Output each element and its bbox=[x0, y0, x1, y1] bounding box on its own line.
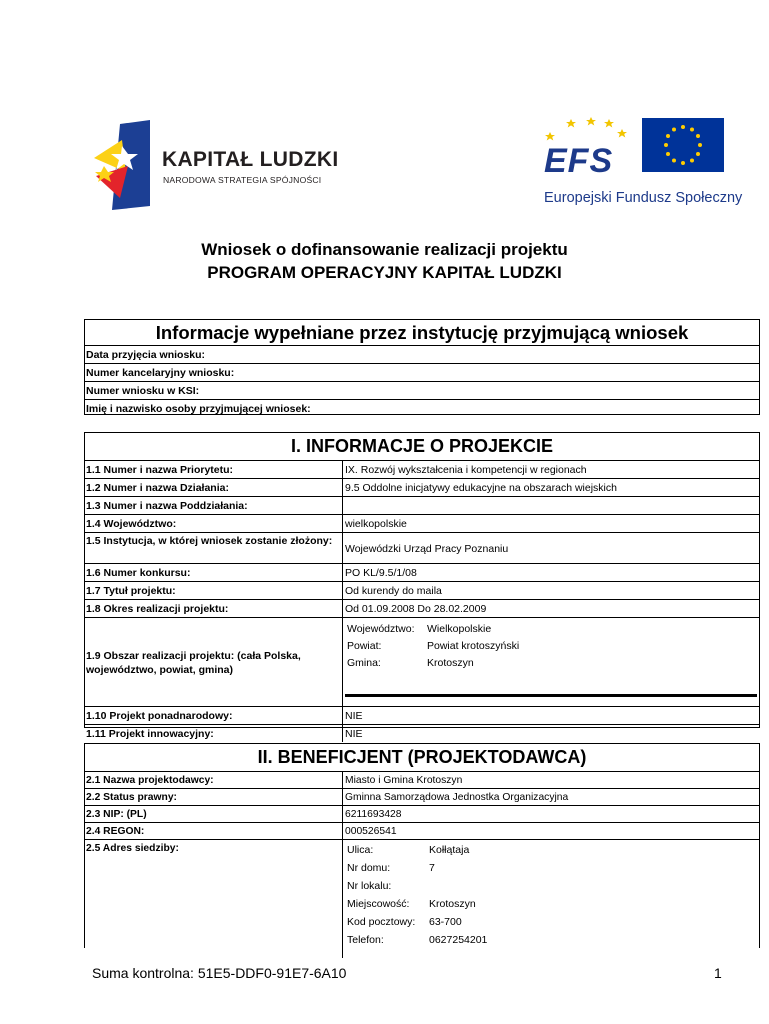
field-label: 1.5 Instytucja, w której wniosek zostanie złożony: bbox=[86, 535, 333, 547]
efs-emblem-icon bbox=[540, 114, 730, 184]
address-key: Nr lokalu: bbox=[347, 880, 392, 892]
field-label: 1.8 Okres realizacji projektu: bbox=[86, 603, 229, 615]
address-key: Kod pocztowy: bbox=[347, 916, 416, 928]
table-row bbox=[85, 789, 759, 806]
area-value: Powiat krotoszyński bbox=[427, 640, 520, 652]
table-row bbox=[85, 600, 759, 618]
table-row bbox=[85, 707, 759, 725]
kapital-ludzki-name: KAPITAŁ LUDZKI bbox=[162, 148, 339, 171]
table-row bbox=[85, 823, 759, 840]
beneficiary-heading: II. BENEFICJENT (PROJEKTODAWCA) bbox=[85, 744, 759, 772]
institution-row-label: Imię i nazwisko osoby przyjmującej wniosek: bbox=[86, 403, 311, 415]
address-value: 0627254201 bbox=[429, 934, 488, 946]
field-label: 2.1 Nazwa projektodawcy: bbox=[86, 775, 214, 786]
area-values bbox=[342, 618, 759, 706]
address-values bbox=[342, 840, 759, 958]
field-label: 1.4 Województwo: bbox=[86, 518, 177, 530]
area-item bbox=[345, 621, 757, 638]
area-key: Gmina: bbox=[347, 657, 381, 669]
field-label: 1.10 Projekt ponadnarodowy: bbox=[86, 710, 233, 722]
area-item bbox=[345, 638, 757, 655]
area-value: Wielkopolskie bbox=[427, 623, 492, 635]
address-key: Nr domu: bbox=[347, 862, 391, 874]
table-row bbox=[85, 533, 759, 564]
field-value: Od 01.09.2008 Do 28.02.2009 bbox=[342, 600, 759, 617]
kapital-ludzki-emblem-icon bbox=[92, 118, 154, 210]
field-label: 2.4 REGON: bbox=[86, 826, 145, 837]
field-value: Miasto i Gmina Krotoszyn bbox=[342, 772, 759, 788]
document-subtitle: PROGRAM OPERACYJNY KAPITAŁ LUDZKI bbox=[207, 263, 562, 282]
field-value bbox=[342, 497, 759, 514]
table-row bbox=[85, 515, 759, 533]
field-value: PO KL/9.5/1/08 bbox=[342, 564, 759, 581]
field-value: 6211693428 bbox=[342, 806, 759, 822]
field-value: Od kurendy do maila bbox=[342, 582, 759, 599]
area-key: Powiat: bbox=[347, 640, 382, 652]
field-value: NIE bbox=[342, 707, 759, 724]
institution-section bbox=[84, 319, 760, 415]
field-label: 1.3 Numer i nazwa Poddziałania: bbox=[86, 500, 248, 512]
address-value: Krotoszyn bbox=[429, 898, 476, 910]
document-title bbox=[0, 240, 769, 260]
address-item bbox=[345, 877, 757, 895]
institution-row-label: Numer kancelaryjny wniosku: bbox=[86, 367, 235, 379]
kapital-ludzki-logo bbox=[92, 118, 352, 213]
table-row-area bbox=[85, 618, 759, 707]
address-key: Miejscowość: bbox=[347, 898, 410, 910]
institution-row bbox=[85, 346, 759, 364]
institution-row bbox=[85, 382, 759, 400]
field-label: 2.5 Adres siedziby: bbox=[86, 843, 179, 854]
table-row-address bbox=[85, 840, 759, 958]
table-row bbox=[85, 479, 759, 497]
beneficiary-section bbox=[84, 743, 760, 948]
address-key: Ulica: bbox=[347, 844, 374, 856]
table-row bbox=[85, 725, 759, 742]
field-label: 1.7 Tytuł projektu: bbox=[86, 585, 176, 597]
field-label: 2.3 NIP: (PL) bbox=[86, 809, 147, 820]
field-value: 9.5 Oddolne inicjatywy edukacyjne na obszarach wiejskich bbox=[342, 479, 759, 496]
field-label: 2.2 Status prawny: bbox=[86, 792, 177, 803]
field-label: 1.11 Projekt innowacyjny: bbox=[86, 728, 214, 740]
document-title-line1: Wniosek o dofinansowanie realizacji projektu bbox=[201, 240, 568, 259]
field-value: Wojewódzki Urząd Pracy Poznaniu bbox=[342, 533, 759, 563]
field-label: 1.6 Numer konkursu: bbox=[86, 567, 191, 579]
field-label: 1.9 Obszar realizacji projektu: (cała Polska, województwo, powiat, gmina) bbox=[86, 649, 301, 676]
table-row bbox=[85, 461, 759, 479]
area-value: Krotoszyn bbox=[427, 657, 474, 669]
project-heading: I. INFORMACJE O PROJEKCIE bbox=[85, 433, 759, 461]
institution-row-label: Data przyjęcia wniosku: bbox=[86, 349, 206, 361]
checksum: Suma kontrolna: 51E5-DDF0-91E7-6A10 bbox=[92, 965, 347, 981]
field-value: wielkopolskie bbox=[342, 515, 759, 532]
address-value: 63-700 bbox=[429, 916, 462, 928]
field-label: 1.2 Numer i nazwa Działania: bbox=[86, 482, 229, 494]
table-row bbox=[85, 772, 759, 789]
institution-row bbox=[85, 364, 759, 382]
field-value: 000526541 bbox=[342, 823, 759, 839]
address-item bbox=[345, 931, 757, 949]
project-section bbox=[84, 432, 760, 740]
table-row bbox=[85, 582, 759, 600]
table-row bbox=[85, 806, 759, 823]
table-row bbox=[85, 564, 759, 582]
field-value: Gminna Samorządowa Jednostka Organizacyjna bbox=[342, 789, 759, 805]
area-item bbox=[345, 655, 757, 672]
area-key: Województwo: bbox=[347, 623, 415, 635]
address-value: Kołłątaja bbox=[429, 844, 470, 856]
address-item bbox=[345, 895, 757, 913]
address-key: Telefon: bbox=[347, 934, 384, 946]
address-item bbox=[345, 859, 757, 877]
field-value: IX. Rozwój wykształcenia i kompetencji w regionach bbox=[342, 461, 759, 478]
institution-heading: Informacje wypełniane przez instytucję przyjmującą wniosek bbox=[85, 320, 759, 346]
field-value: NIE bbox=[342, 725, 759, 742]
address-item bbox=[345, 841, 757, 859]
address-value: 7 bbox=[429, 862, 435, 874]
kapital-ludzki-tagline: NARODOWA STRATEGIA SPÓJNOŚCI bbox=[163, 175, 322, 185]
table-row bbox=[85, 497, 759, 515]
page-number: 1 bbox=[714, 965, 722, 981]
institution-row bbox=[85, 400, 759, 417]
efs-caption: Europejski Fundusz Społeczny bbox=[544, 190, 743, 206]
area-divider bbox=[345, 694, 757, 697]
svg-text:EFS: EFS bbox=[544, 142, 614, 180]
institution-row-label: Numer wniosku w KSI: bbox=[86, 385, 200, 397]
efs-logo bbox=[540, 114, 743, 214]
address-item bbox=[345, 913, 757, 931]
field-label: 1.1 Numer i nazwa Priorytetu: bbox=[86, 464, 234, 476]
